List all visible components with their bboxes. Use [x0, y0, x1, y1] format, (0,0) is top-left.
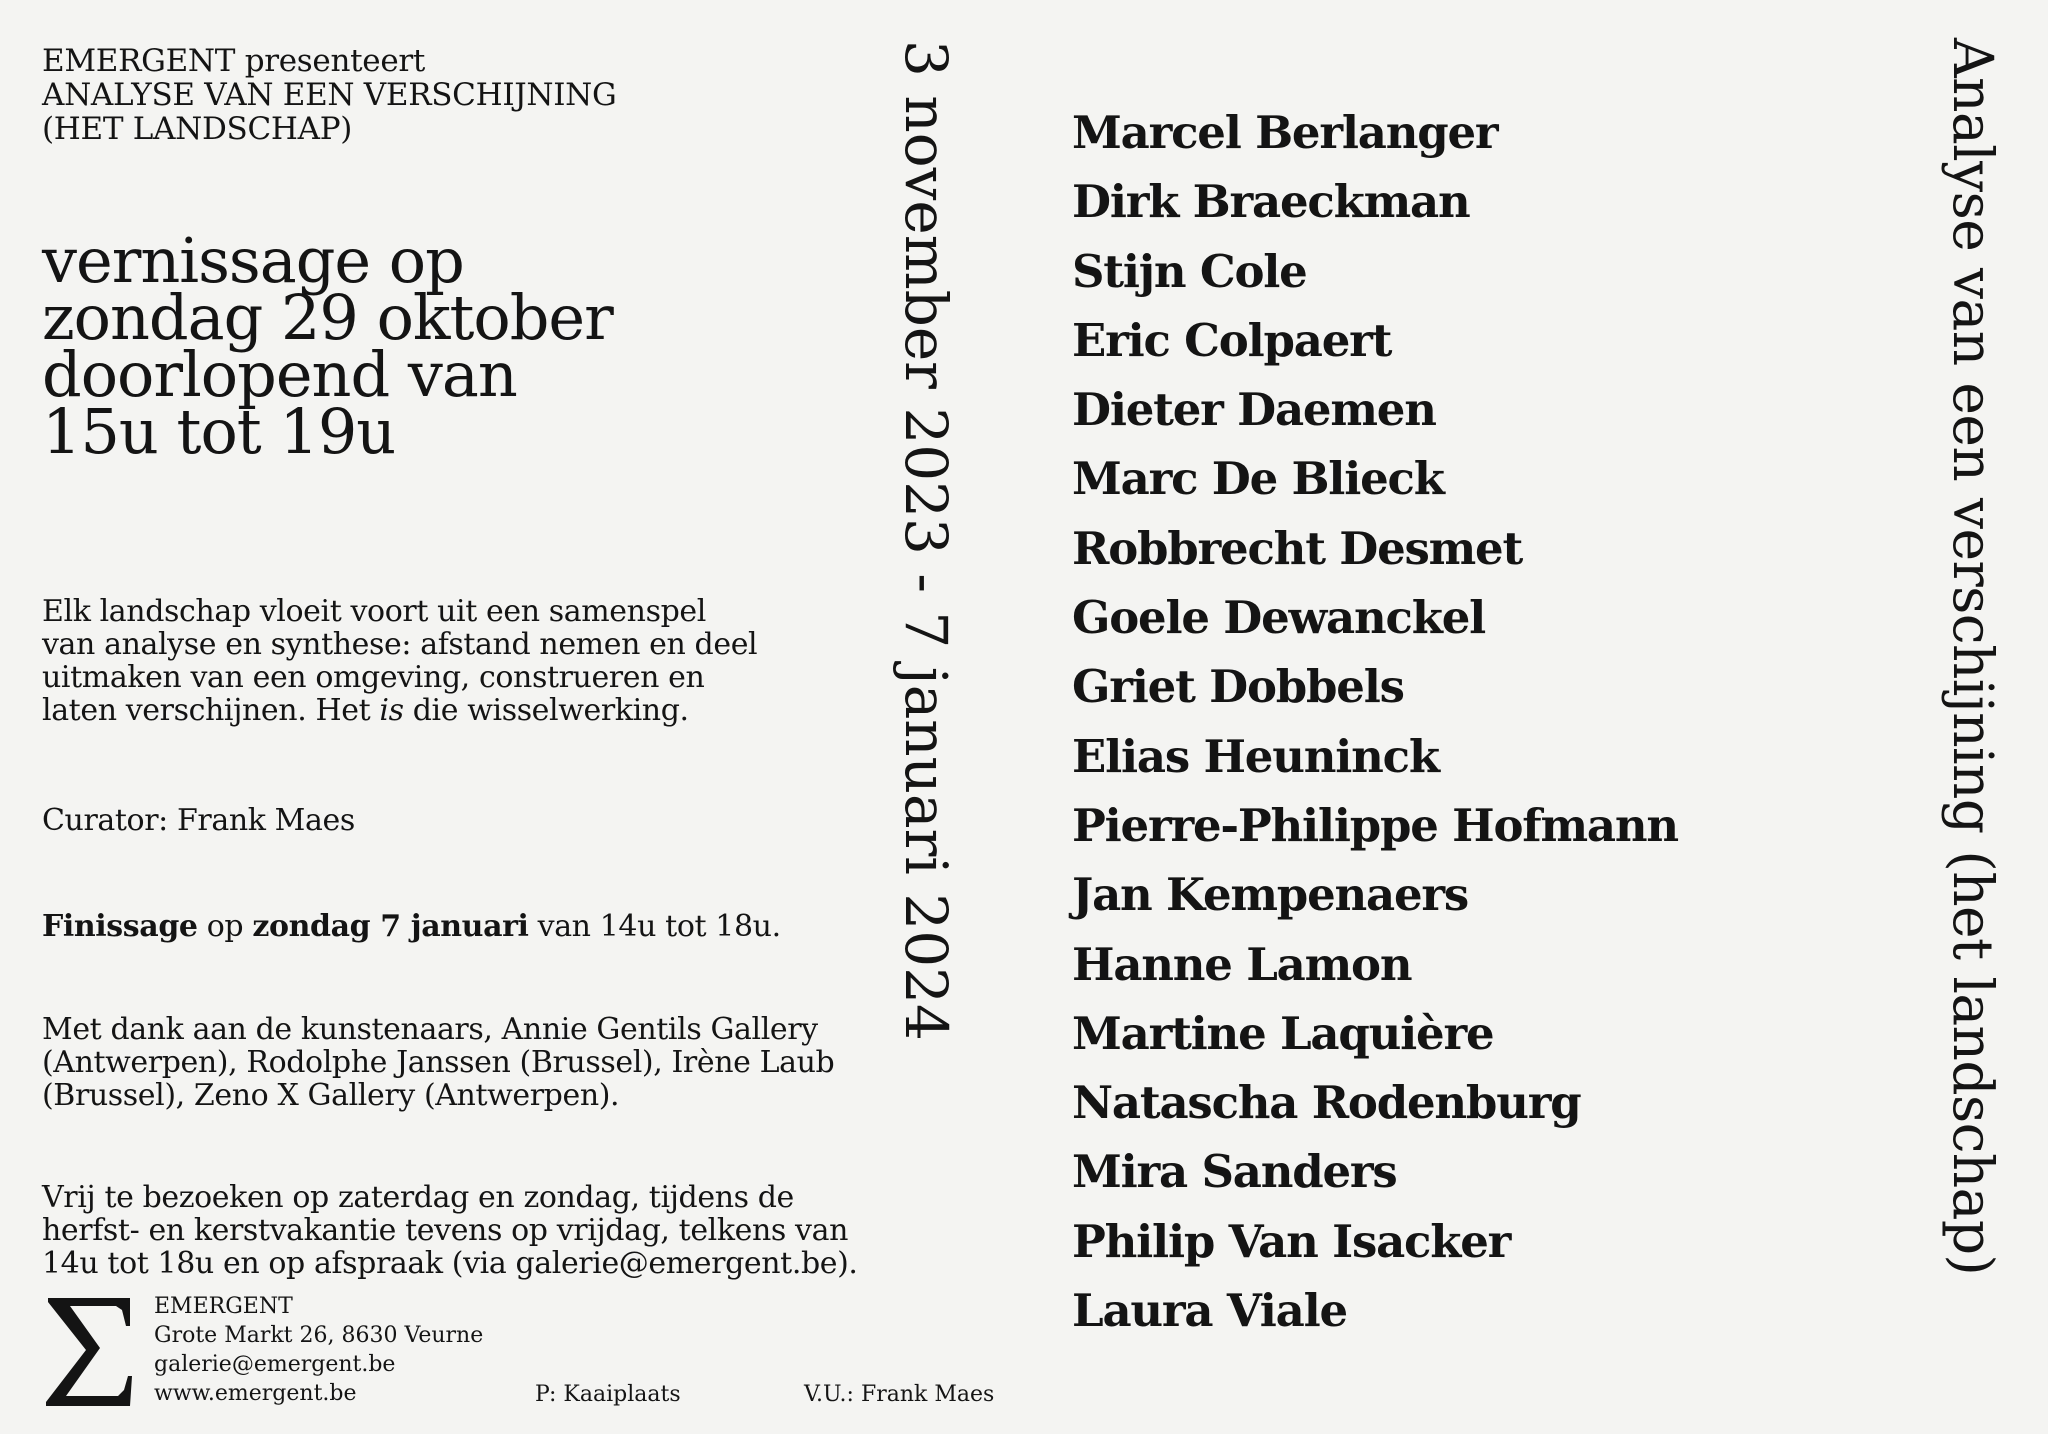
exhibition-dates: 3 november 2023 - 7 januari 2024 — [892, 40, 960, 1041]
artist-name: Laura Viale — [1072, 1284, 1347, 1338]
artist-name: Martine Laquière — [1072, 1006, 1494, 1060]
finissage-date: zondag 7 januari — [252, 909, 529, 944]
exhibition-title: ANALYSE VAN EEN VERSCHIJNING — [42, 77, 617, 113]
artist-name: Dieter Daemen — [1072, 383, 1436, 437]
finissage-label: Finissage — [42, 909, 198, 944]
thanks-line-1: Met dank aan de kunstenaars, Annie Gentils Gallery — [42, 1012, 818, 1047]
finissage-op: op — [197, 909, 253, 944]
artist-name: Jan Kempenaers — [1072, 868, 1469, 922]
artist-list — [1072, 98, 1678, 1345]
artist-name: Mira Sanders — [1072, 1145, 1397, 1199]
visit-line-2: herfst- en kerstvakantie tevens op vrijdag, telkens van — [42, 1213, 849, 1248]
artist-name: Marc De Blieck — [1072, 452, 1444, 506]
exhibition-subtitle: (HET LANDSCHAP) — [42, 111, 353, 147]
intro-line-4-end: die wisselwerking. — [403, 693, 689, 728]
thanks-line-3: (Brussel), Zeno X Gallery (Antwerpen). — [42, 1078, 620, 1113]
artist-name: Pierre-Philippe Hofmann — [1072, 798, 1678, 852]
artist-name: Dirk Braeckman — [1072, 175, 1470, 229]
sigma-icon — [46, 1296, 132, 1408]
artist-name: Natascha Rodenburg — [1072, 1076, 1581, 1130]
intro-line-4-start: laten verschijnen. Het — [42, 693, 380, 728]
gallery-name: EMERGENT — [154, 1294, 293, 1319]
responsible-publisher: V.U.: Frank Maes — [804, 1382, 995, 1407]
curator-credit: Curator: Frank Maes — [42, 803, 355, 838]
intro-line-4 — [42, 694, 822, 727]
finissage-line — [42, 910, 781, 943]
visiting-info — [42, 1181, 858, 1280]
vernissage-line-1: vernissage op — [42, 224, 464, 297]
artist-name: Robbrecht Desmet — [1072, 521, 1523, 575]
photo-credit: P: Kaaiplaats — [535, 1382, 681, 1407]
gallery-street: Grote Markt 26, 8630 Veurne — [154, 1323, 484, 1348]
gallery-email: galerie@emergent.be — [154, 1352, 396, 1377]
artist-name: Elias Heuninck — [1072, 729, 1439, 783]
intro-line-3: uitmaken van een omgeving, construeren en — [42, 660, 705, 695]
thanks-line-2: (Antwerpen), Rodolphe Janssen (Brussel), Irène Laub — [42, 1045, 835, 1080]
intro-emphasis: is — [379, 693, 404, 728]
vernissage-block — [42, 224, 613, 468]
vernissage-line-4: 15u tot 19u — [42, 395, 396, 468]
artist-name: Marcel Berlanger — [1072, 106, 1498, 159]
artist-name: Goele Dewanckel — [1072, 591, 1486, 645]
artist-name: Eric Colpaert — [1072, 313, 1392, 367]
visit-line-1: Vrij te bezoeken op zaterdag en zondag, tijdens de — [42, 1180, 794, 1215]
artist-name: Griet Dobbels — [1072, 660, 1404, 714]
intro-paragraph — [42, 595, 822, 727]
vertical-exhibition-title: Analyse van een verschijning (het landschap) — [1941, 38, 2005, 1276]
artist-name: Hanne Lamon — [1072, 937, 1412, 991]
gallery-address — [154, 1292, 483, 1408]
thanks-paragraph — [42, 1013, 834, 1112]
presenter-header — [42, 44, 616, 146]
gallery-website: www.emergent.be — [154, 1381, 357, 1406]
artist-name: Stijn Cole — [1072, 244, 1307, 298]
artist-name: Philip Van Isacker — [1072, 1214, 1511, 1268]
intro-line-2: van analyse en synthese: afstand nemen en deel — [42, 627, 758, 662]
vernissage-line-3: doorlopend van — [42, 338, 517, 411]
visit-line-3: 14u tot 18u en op afspraak (via galerie@emergent.be). — [42, 1246, 858, 1281]
vernissage-line-2: zondag 29 oktober — [42, 281, 613, 354]
presenter-line: EMERGENT presenteert — [42, 43, 426, 79]
intro-line-1: Elk landschap vloeit voort uit een samenspel — [42, 594, 706, 629]
finissage-time: van 14u tot 18u. — [528, 909, 781, 944]
